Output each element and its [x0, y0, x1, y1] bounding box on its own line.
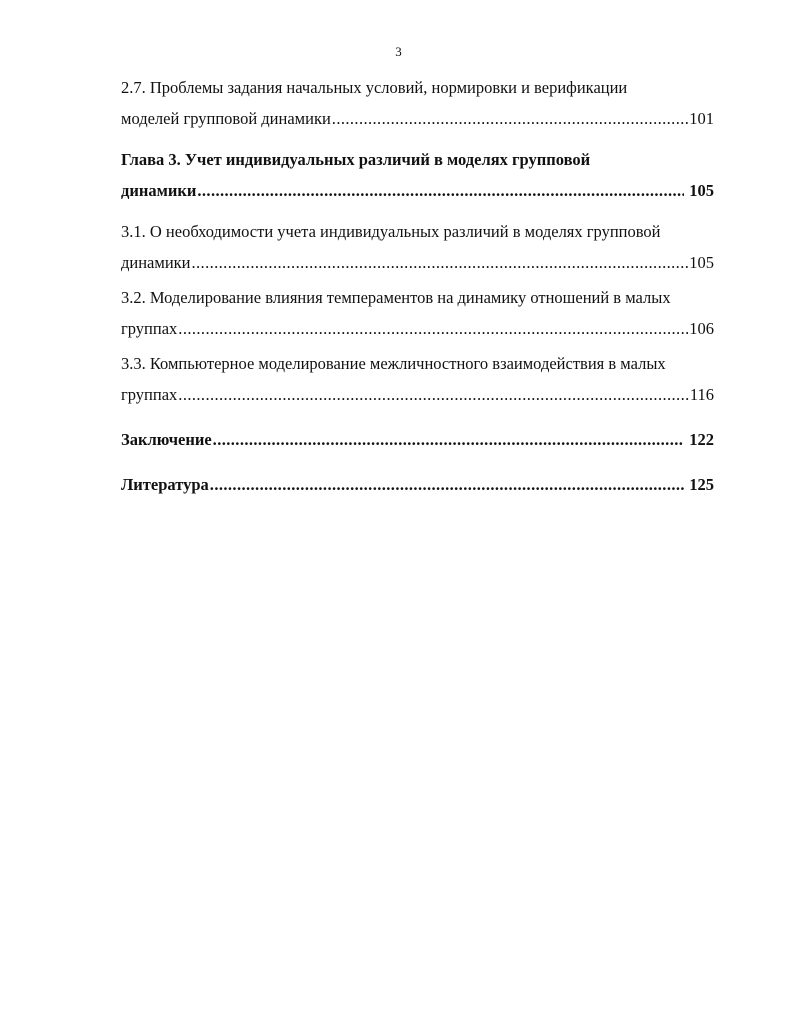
- toc-entry-title: 3.3. Компьютерное моделирование межличностного взаимодействия в малых: [121, 354, 666, 373]
- dot-leader: [178, 313, 688, 344]
- toc-entry-line: [121, 103, 714, 134]
- toc-page-number: 105: [689, 181, 714, 200]
- toc-entry-line: [121, 247, 714, 278]
- toc-page-number: 106: [689, 319, 714, 338]
- toc-entry-line: [121, 313, 714, 344]
- toc-entry-title-continued: группах: [121, 319, 178, 338]
- toc-entry-title-continued: группах: [121, 385, 178, 404]
- toc-entry-line: [121, 379, 714, 410]
- dot-leader: [210, 469, 684, 500]
- toc-page-number: 125: [689, 475, 714, 494]
- toc-entry-line: [121, 175, 714, 206]
- toc-conclusion-title: Заключение: [121, 430, 212, 449]
- dot-leader: [178, 379, 689, 410]
- table-of-contents: [121, 72, 714, 500]
- toc-entry-title-continued: моделей групповой динамики: [121, 109, 331, 128]
- toc-page-number: 105: [689, 253, 714, 272]
- toc-chapter-title-continued: динамики: [121, 181, 197, 200]
- toc-chapter-title: Глава 3. Учет индивидуальных различий в моделях групповой: [121, 150, 591, 169]
- toc-page-number: 101: [689, 109, 714, 128]
- toc-page-number: 122: [689, 430, 714, 449]
- toc-entry-2-7: [121, 72, 714, 134]
- toc-entry-title: 3.1. О необходимости учета индивидуальных различий в моделях групповой: [121, 222, 661, 241]
- toc-entry-line: [121, 424, 714, 455]
- toc-chapter-3: [121, 144, 714, 206]
- toc-entry-3-2: [121, 282, 714, 344]
- toc-entry-title: 3.2. Моделирование влияния темпераментов на динамику отношений в малых: [121, 288, 671, 307]
- dot-leader: [332, 103, 688, 134]
- toc-entry-title-continued: динамики: [121, 253, 191, 272]
- toc-page-number: 116: [689, 385, 714, 404]
- dot-leader: [197, 175, 684, 206]
- toc-entry-line: [121, 469, 714, 500]
- toc-conclusion: [121, 424, 714, 455]
- toc-entry-3-1: [121, 216, 714, 278]
- toc-entry-title: 2.7. Проблемы задания начальных условий, нормировки и верификации: [121, 78, 628, 97]
- toc-literature: [121, 469, 714, 500]
- toc-literature-title: Литература: [121, 475, 209, 494]
- dot-leader: [213, 424, 685, 455]
- toc-entry-3-3: [121, 348, 714, 410]
- dot-leader: [192, 247, 689, 278]
- page-number: 3: [395, 44, 402, 59]
